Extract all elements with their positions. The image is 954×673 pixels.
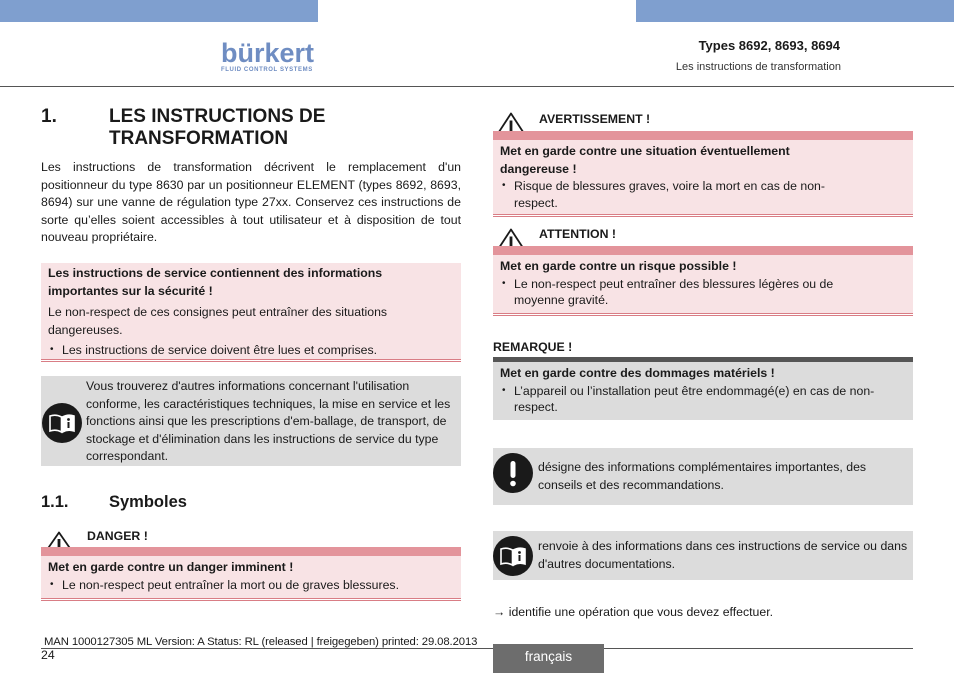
attention-bar: [493, 246, 913, 255]
book-info-icon: [42, 403, 82, 443]
exclamation-icon: [493, 453, 533, 493]
footer-rule: [41, 648, 913, 649]
remarque-box: [493, 362, 913, 420]
warning-rule: [493, 214, 913, 217]
warning-bullet: • Risque de blessures graves, voire la mort en cas de non-respect.: [500, 178, 860, 211]
danger-bullet: • Le non-respect peut entraîner la mort ou de graves blessures.: [48, 577, 454, 594]
section-title: LES INSTRUCTIONS DE TRANSFORMATION: [109, 106, 326, 149]
book-reference-icon: [493, 536, 533, 576]
important-note-text: désigne des informations complémentaires importantes, des conseils et des recommandations.: [538, 460, 867, 492]
safety-notice-text: Le non-respect de ces consignes peut entraîner des situations dangereuses.: [48, 305, 388, 337]
header-bar-left: [0, 0, 318, 22]
remarque-head: Met en garde contre des dommages matériels !: [500, 366, 775, 380]
danger-box: [41, 556, 461, 598]
arrow-note-text: identifie une opération que vous devez effectuer.: [508, 605, 774, 619]
page-number: 24: [41, 648, 55, 662]
document-title: Types 8692, 8693, 8694: [698, 38, 840, 53]
attention-bullet: • Le non-respect peut entraîner des blessures légères ou de moyenne gravité.: [500, 276, 880, 309]
danger-rule: [41, 598, 461, 601]
warning-head: Met en garde contre une situation éventuellement dangereuse !: [500, 144, 790, 176]
logo-tagline: FLUID CONTROL SYSTEMS: [221, 67, 313, 73]
subsection-title: Symboles: [109, 493, 187, 511]
danger-label: DANGER !: [87, 529, 148, 543]
reference-note-text: renvoie à des informations dans ces instructions de service ou dans d'autres documentations.: [538, 539, 908, 571]
attention-rule: [493, 313, 913, 316]
footer-document-meta: MAN 1000127305 ML Version: A Status: RL (released | freigegeben) printed: 29.08.2013: [44, 636, 478, 648]
safety-notice-bullet: • Les instructions de service doivent être lues et comprises.: [48, 342, 454, 359]
safety-notice-head: Les instructions de service contiennent des informations importantes sur la sécurité !: [48, 266, 383, 298]
logo-wordmark: bürkert: [221, 38, 315, 68]
remarque-bullet: • L’appareil ou l’installation peut être endommagé(e) en cas de non-respect.: [500, 383, 890, 416]
remarque-label: REMARQUE !: [493, 340, 573, 354]
document-subtitle: Les instructions de transformation: [675, 61, 841, 73]
attention-head: Met en garde contre un risque possible !: [500, 259, 737, 273]
info-box-text: Vous trouverez d'autres informations concernant l'utilisation conforme, les caractéristiques techniques, la mise en service et les fonctions ainsi que les prescriptions d'em-ballage, de transport, de stockage et d'élimination dans les instructions de service du type correspondant.: [86, 379, 451, 463]
warning-box: [493, 140, 913, 214]
header-bar-right: [636, 0, 954, 22]
attention-label: ATTENTION !: [539, 227, 616, 241]
arrow-note: [493, 605, 773, 619]
danger-head: Met en garde contre un danger imminent !: [48, 560, 294, 574]
safety-notice-rule: [41, 359, 461, 362]
language-tab: français: [493, 644, 604, 673]
brand-logo: [221, 40, 321, 73]
warning-label: AVERTISSEMENT !: [539, 112, 651, 126]
warning-bar: [493, 131, 913, 140]
header-rule: [0, 86, 954, 87]
section-number: 1.: [41, 106, 57, 127]
subsection-number: 1.1.: [41, 493, 69, 511]
intro-paragraph: Les instructions de transformation décrivent le remplacement d'un positionneur du type 8630 par un positionneur ELEMENT (types 8692, 8693, 8694) sur une vanne de régulation type 27xx. Conservez ces instructions de sorte qu’elles soient accessibles à tout utilisateur et à disposition de tout nouveau propriétaire.: [41, 160, 461, 244]
arrow-icon: →: [493, 605, 506, 619]
safety-notice-box: [41, 263, 461, 359]
danger-bar: [41, 547, 461, 556]
attention-box: [493, 255, 913, 313]
